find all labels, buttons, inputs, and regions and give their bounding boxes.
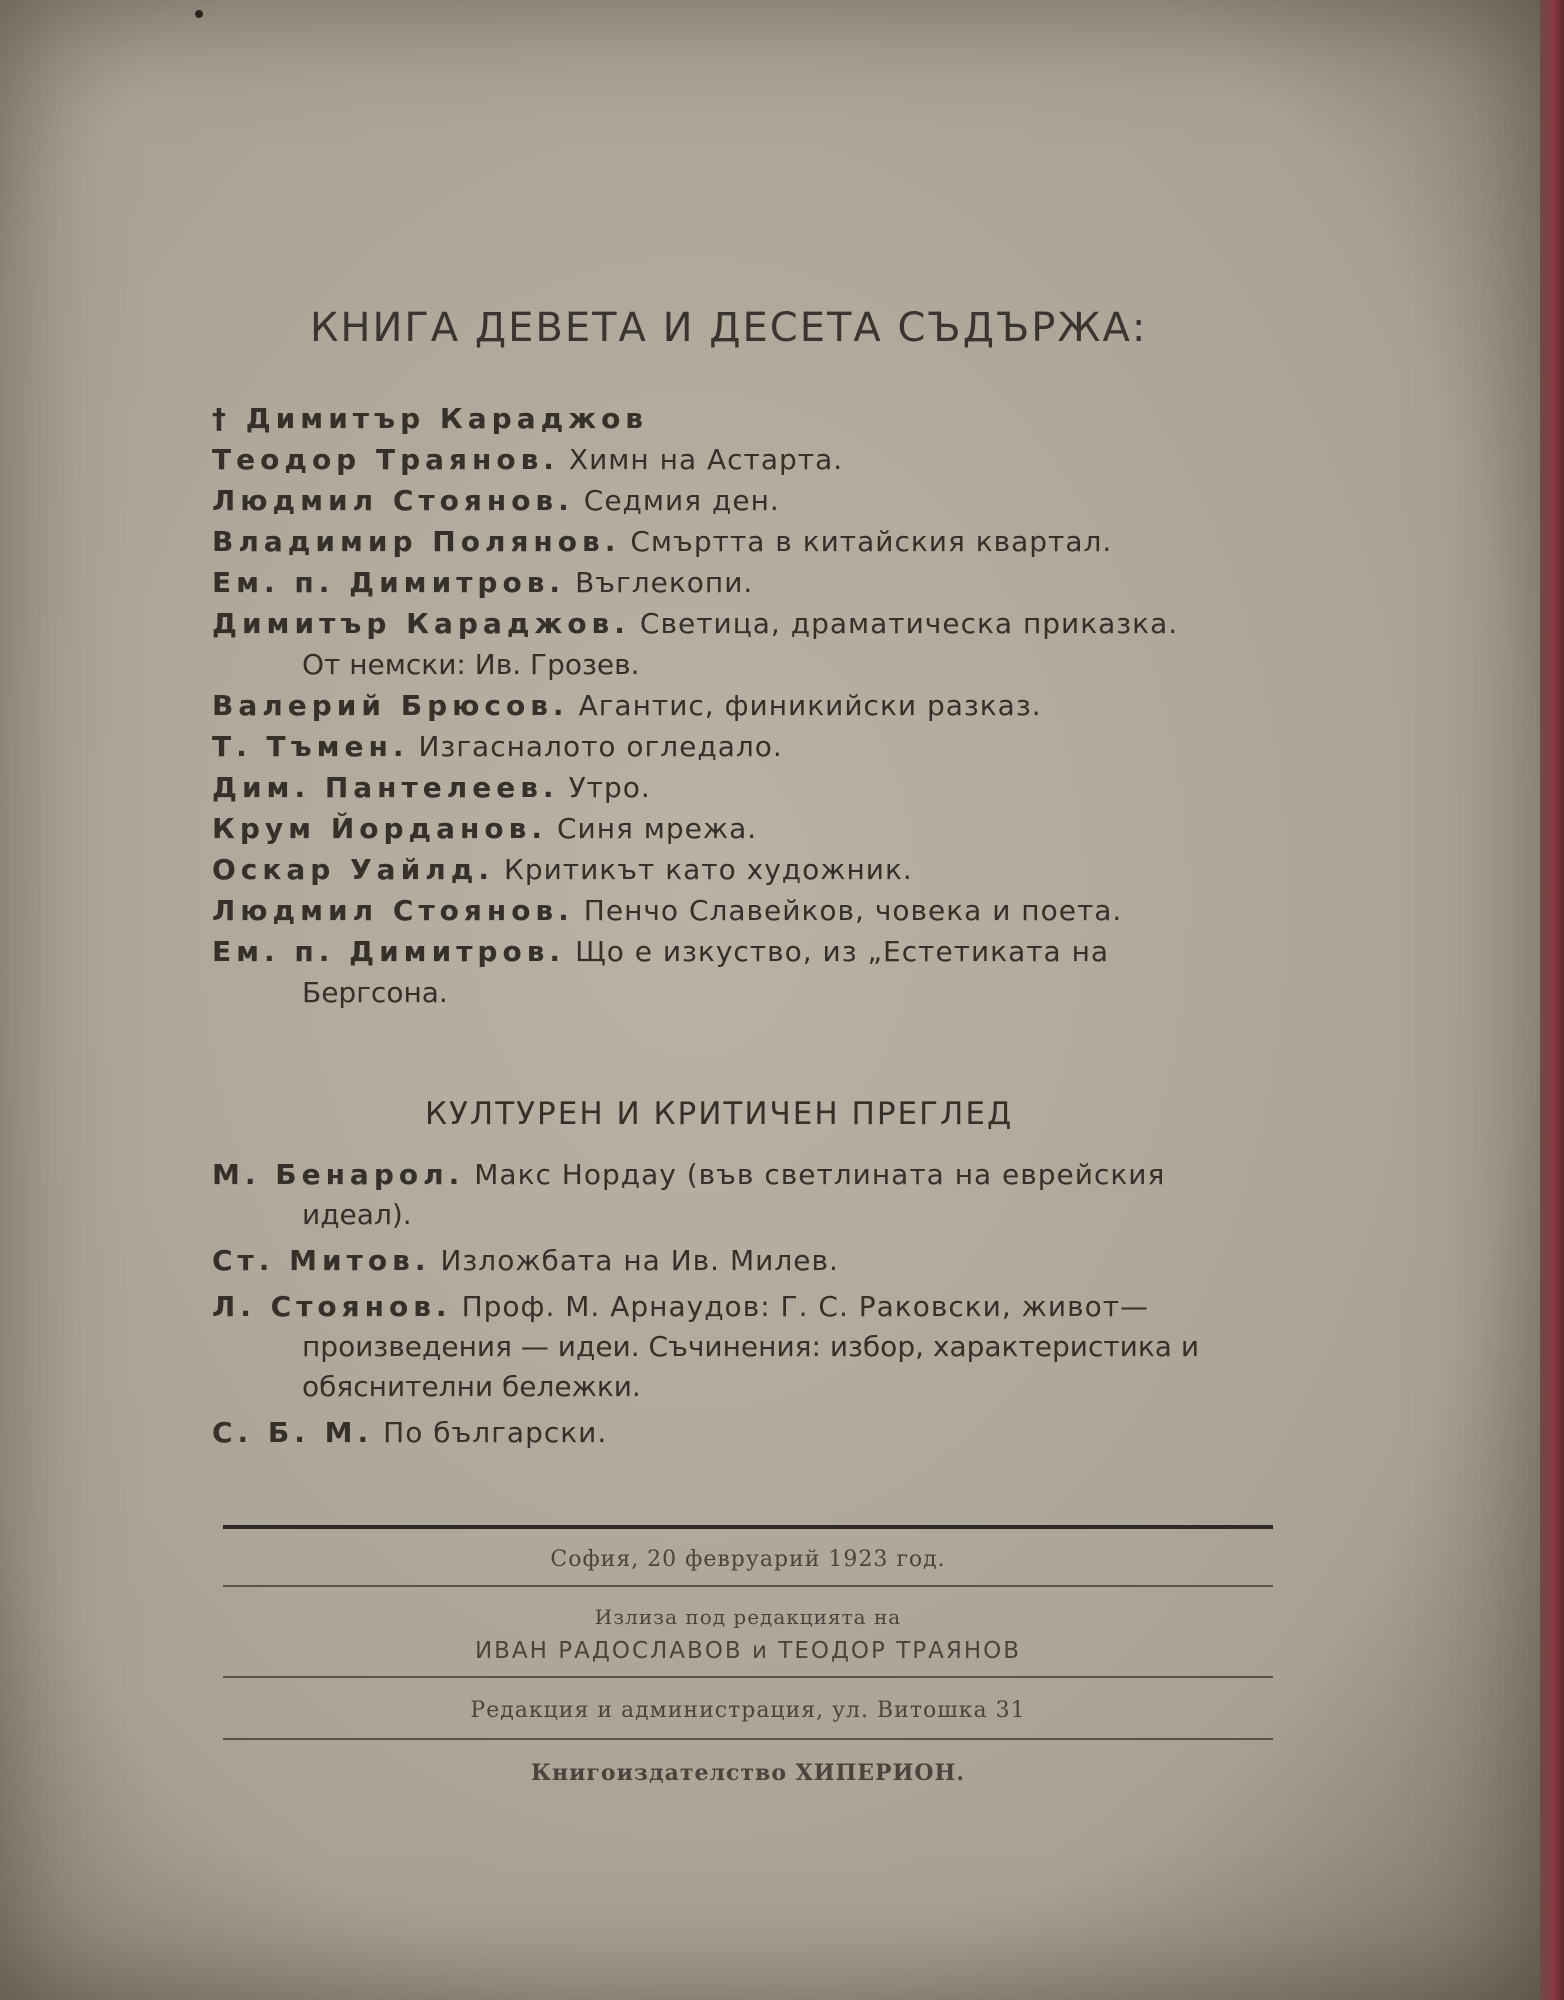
divider [223, 1738, 1273, 1740]
entry-title: По български. [383, 1416, 608, 1449]
review-list [212, 1155, 1282, 1459]
entry-title: Агантис, финикийски разказ. [578, 689, 1042, 722]
list-item [212, 849, 1282, 890]
entry-title: Що е изкуство, из „Естетиката на [575, 935, 1110, 968]
entry-author: Ем. п. Димитров. [212, 935, 566, 968]
entry-title: Проф. М. Арнаудов: Г. С. Раковски, живот— [461, 1290, 1150, 1323]
list-item [212, 603, 1282, 685]
imprint-date: София, 20 февруарий 1923 год. [550, 1547, 946, 1572]
list-item [212, 521, 1282, 562]
entry-author: Людмил Стоянов. [212, 484, 574, 517]
entry-author: Дим. Пантелеев. [212, 771, 559, 804]
list-item [212, 767, 1282, 808]
entry-title: Изложбата на Ив. Милев. [440, 1244, 839, 1277]
entry-title: Синя мрежа. [556, 812, 758, 845]
entry-author: Ст. Митов. [212, 1244, 431, 1277]
list-item [212, 398, 1282, 439]
entry-author: М. Бенарол. [212, 1158, 465, 1191]
list-item [212, 890, 1282, 931]
entry-author: Теодор Траянов. [212, 443, 559, 476]
table-of-contents [212, 398, 1282, 1013]
contents-heading: КНИГА ДЕВЕТА И ДЕСЕТА СЪДЪРЖА: [310, 305, 1148, 351]
imprint-publisher: Книгоиздателство ХИПЕРИОН. [531, 1760, 965, 1786]
entry-title: Смъртта в китайския квартал. [630, 525, 1113, 558]
ink-spot [195, 10, 203, 18]
entry-continuation: идеал). [302, 1198, 412, 1231]
entry-author: Л. Стоянов. [212, 1290, 452, 1323]
entry-author: Димитър Караджов. [212, 607, 630, 640]
list-item [212, 1287, 1282, 1407]
entry-title: Седмия ден. [583, 484, 780, 517]
entry-author: Оскар Уайлд. [212, 853, 494, 886]
imprint-address: Редакция и администрация, ул. Витошка 31 [470, 1698, 1026, 1723]
entry-author: Крум Йорданов. [212, 812, 547, 845]
book-cover-edge [1540, 0, 1564, 2000]
entry-continuation: произведения — идеи. Съчинения: избор, характеристика и обяснителни бележки. [302, 1330, 1200, 1403]
entry-title: Химн на Астарта. [568, 443, 844, 476]
entry-title: Утро. [568, 771, 651, 804]
entry-author: Владимир Полянов. [212, 525, 621, 558]
entry-title: Въглекопи. [575, 566, 754, 599]
entry-author: † Димитър Караджов [212, 402, 649, 435]
entry-author: Т. Тъмен. [212, 730, 409, 763]
list-item [212, 1241, 1282, 1281]
list-item [212, 439, 1282, 480]
list-item [212, 480, 1282, 521]
list-item [212, 1155, 1282, 1235]
divider [223, 1525, 1273, 1529]
list-item [212, 685, 1282, 726]
entry-author: Ем. п. Димитров. [212, 566, 566, 599]
entry-title: Изгасналото огледало. [418, 730, 783, 763]
entry-author: Валерий Брюсов. [212, 689, 569, 722]
imprint-editors-intro: Излиза под редакцията на [594, 1605, 902, 1629]
list-item [212, 726, 1282, 767]
entry-author: С. Б. М. [212, 1416, 374, 1449]
divider [223, 1585, 1273, 1587]
divider [223, 1676, 1273, 1678]
review-heading: КУЛТУРЕН И КРИТИЧЕН ПРЕГЛЕД [425, 1096, 1014, 1132]
entry-title: Светица, драматическа приказка. [639, 607, 1179, 640]
list-item [212, 808, 1282, 849]
list-item [212, 931, 1282, 1013]
entry-title: Макс Нордау (във светлината на еврейския [474, 1158, 1166, 1191]
imprint-editors: ИВАН РАДОСЛАВОВ и ТЕОДОР ТРАЯНОВ [474, 1638, 1022, 1664]
list-item [212, 562, 1282, 603]
entry-author: Людмил Стоянов. [212, 894, 574, 927]
entry-continuation: От немски: Ив. Грозев. [302, 648, 640, 681]
entry-title: Пенчо Славейков, човека и поета. [583, 894, 1123, 927]
entry-title: Критикът като художник. [503, 853, 913, 886]
list-item [212, 1413, 1282, 1453]
entry-continuation: Бергсона. [302, 976, 448, 1009]
